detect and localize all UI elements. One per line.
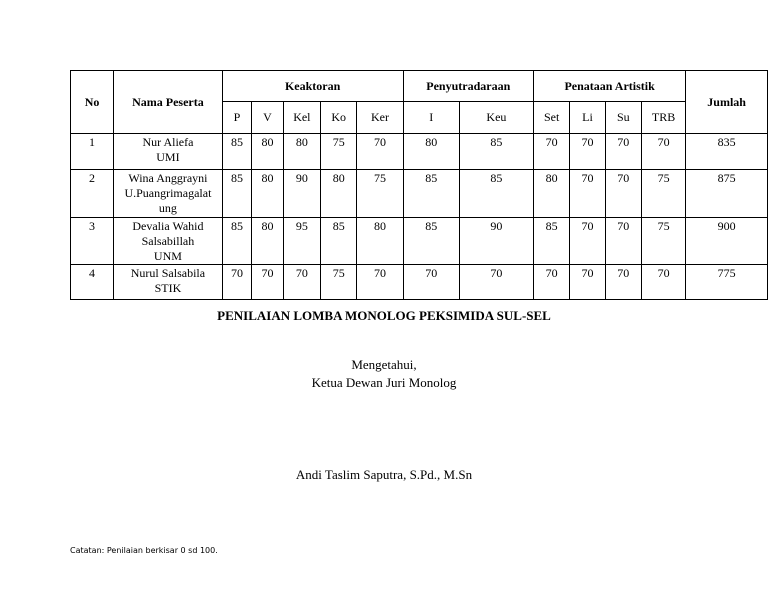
score-cell: 85 <box>222 170 251 218</box>
name-line: Wina Anggrayni <box>128 171 208 185</box>
name-line: Nur Aliefa <box>142 135 194 149</box>
participant-name <box>114 218 223 265</box>
signatory-role: Ketua Dewan Juri Monolog <box>311 375 457 390</box>
row-no: 3 <box>71 218 114 265</box>
score-cell: 80 <box>252 170 283 218</box>
participant-name <box>114 134 223 170</box>
table-row <box>71 218 768 265</box>
score-cell: 70 <box>357 134 403 170</box>
table-row <box>71 265 768 300</box>
subheader-ko: Ko <box>321 102 357 134</box>
score-table <box>70 70 768 300</box>
acknowledgement-block <box>0 356 768 392</box>
score-cell: 85 <box>403 218 459 265</box>
total-cell: 775 <box>686 265 768 300</box>
document-title: PENILAIAN LOMBA MONOLOG PEKSIMIDA SUL-SEL <box>217 308 551 323</box>
score-cell: 70 <box>570 218 605 265</box>
subheader-set: Set <box>534 102 570 134</box>
name-line: UNM <box>153 249 182 263</box>
score-cell: 80 <box>403 134 459 170</box>
score-cell: 95 <box>283 218 320 265</box>
score-cell: 85 <box>534 218 570 265</box>
score-cell: 85 <box>321 218 357 265</box>
score-cell: 70 <box>641 265 685 300</box>
score-cell: 70 <box>605 134 641 170</box>
total-cell: 900 <box>686 218 768 265</box>
score-cell: 75 <box>321 134 357 170</box>
row-no: 4 <box>71 265 114 300</box>
score-cell: 70 <box>570 265 605 300</box>
score-cell: 70 <box>534 134 570 170</box>
score-cell: 70 <box>459 265 533 300</box>
score-cell: 70 <box>534 265 570 300</box>
name-line: UMI <box>156 150 180 164</box>
score-cell: 85 <box>222 134 251 170</box>
score-cell: 75 <box>641 170 685 218</box>
header-penyutradaraan: Penyutradaraan <box>403 71 533 102</box>
row-no: 1 <box>71 134 114 170</box>
subheader-ker: Ker <box>357 102 403 134</box>
name-line: Salsabillah <box>141 234 195 248</box>
score-cell: 70 <box>605 265 641 300</box>
score-cell: 90 <box>459 218 533 265</box>
score-cell: 70 <box>222 265 251 300</box>
score-cell: 75 <box>641 218 685 265</box>
score-cell: 70 <box>605 170 641 218</box>
total-cell: 835 <box>686 134 768 170</box>
subheader-keu: Keu <box>459 102 533 134</box>
header-name: Nama Peserta <box>114 71 223 134</box>
participant-name <box>114 265 223 300</box>
score-cell: 80 <box>252 134 283 170</box>
score-cell: 80 <box>283 134 320 170</box>
score-cell: 80 <box>534 170 570 218</box>
score-cell: 75 <box>321 265 357 300</box>
name-line: ung <box>158 201 177 215</box>
subheader-trb: TRB <box>641 102 685 134</box>
table-row <box>71 134 768 170</box>
score-cell: 85 <box>459 170 533 218</box>
row-no: 2 <box>71 170 114 218</box>
subheader-su: Su <box>605 102 641 134</box>
score-cell: 80 <box>321 170 357 218</box>
subheader-kel: Kel <box>283 102 320 134</box>
score-cell: 85 <box>222 218 251 265</box>
score-cell: 70 <box>283 265 320 300</box>
total-cell: 875 <box>686 170 768 218</box>
footnote: Catatan: Penilaian berkisar 0 sd 100. <box>70 546 218 555</box>
acknowledgement-line: Mengetahui, <box>351 357 417 372</box>
header-keaktoran: Keaktoran <box>222 71 403 102</box>
subheader-p: P <box>222 102 251 134</box>
name-line: Nurul Salsabila <box>130 266 206 280</box>
participant-name <box>114 170 223 218</box>
table-row <box>71 170 768 218</box>
header-penataan-artistik: Penataan Artistik <box>534 71 686 102</box>
name-line: STIK <box>154 281 182 295</box>
score-cell: 80 <box>252 218 283 265</box>
score-cell: 70 <box>605 218 641 265</box>
name-line: U.Puangrimagalat <box>124 186 212 200</box>
score-cell: 85 <box>459 134 533 170</box>
header-no: No <box>71 71 114 134</box>
score-cell: 75 <box>357 170 403 218</box>
name-line: Devalia Wahid <box>132 219 204 233</box>
score-cell: 70 <box>252 265 283 300</box>
score-cell: 80 <box>357 218 403 265</box>
score-cell: 70 <box>570 170 605 218</box>
score-cell: 70 <box>403 265 459 300</box>
header-jumlah: Jumlah <box>686 71 768 134</box>
score-cell: 70 <box>357 265 403 300</box>
score-cell: 70 <box>641 134 685 170</box>
subheader-li: Li <box>570 102 605 134</box>
score-cell: 85 <box>403 170 459 218</box>
subheader-v: V <box>252 102 283 134</box>
subheader-i: I <box>403 102 459 134</box>
signatory-name: Andi Taslim Saputra, S.Pd., M.Sn <box>295 467 473 482</box>
score-cell: 70 <box>570 134 605 170</box>
score-cell: 90 <box>283 170 320 218</box>
